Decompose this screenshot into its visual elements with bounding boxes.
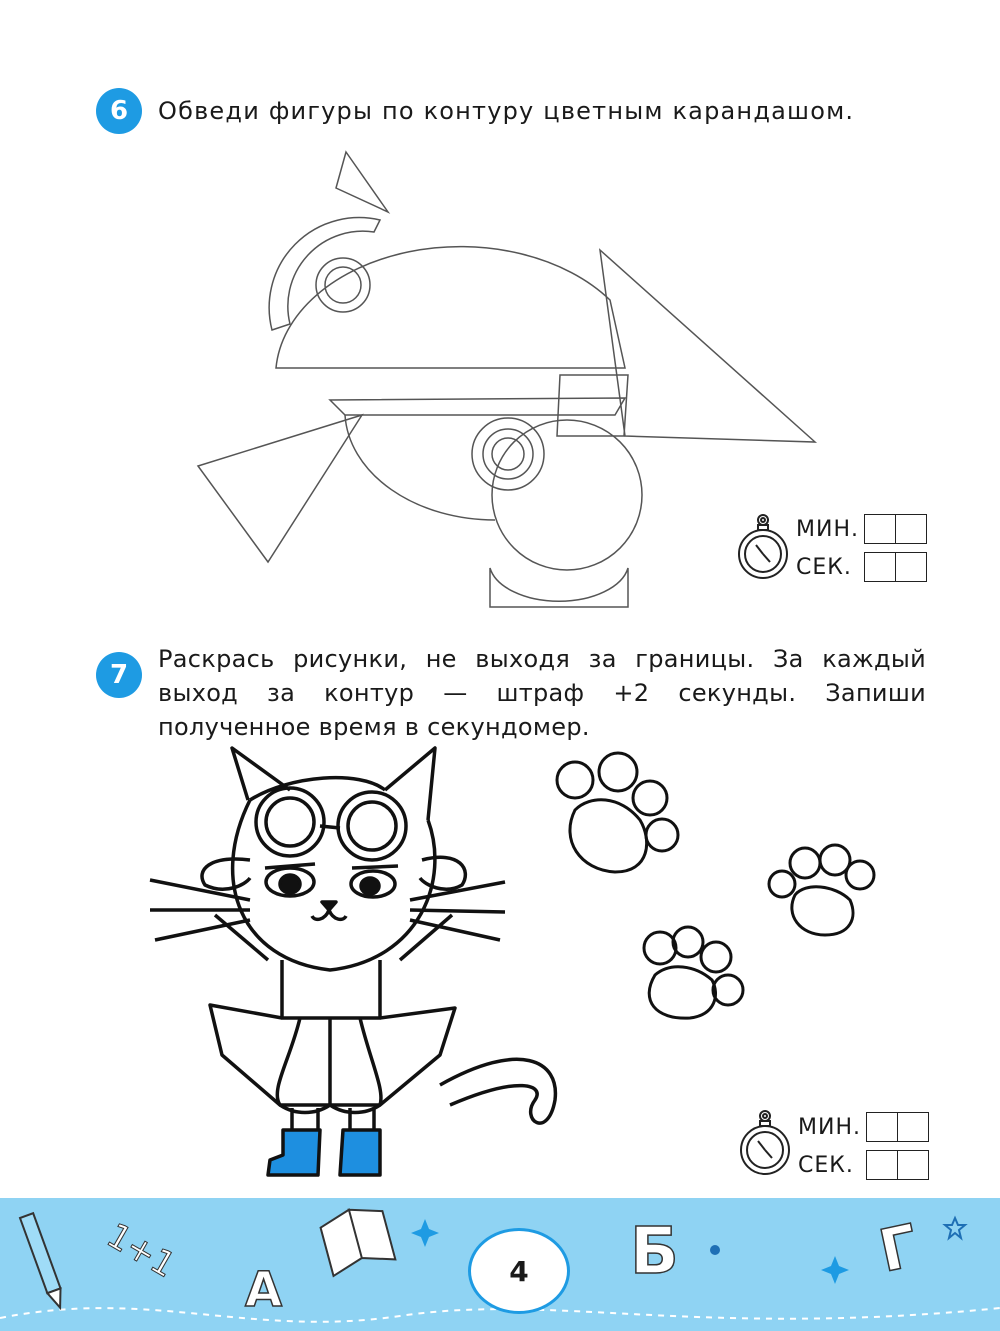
star-icon [411,1219,439,1247]
sec-label: СЕК. [798,1152,854,1178]
sec-label: СЕК. [796,554,852,580]
timer-task-7 [738,1108,938,1180]
paw-print-large [557,753,678,872]
task-6-number: 6 [96,88,142,134]
paw-print-right [769,845,874,935]
seconds-input-box[interactable] [866,1150,929,1180]
paw-print-bottom [644,927,743,1018]
letter-a-deco: А [245,1262,283,1318]
math-deco: 1+1 [99,1215,183,1287]
task-7-instruction: Раскрась рисунки, не выходя за границы. За каждый выход за контур — штраф +2 секунды. Запиши полученное время в секундомер. [158,645,926,741]
star-icon [945,1218,965,1238]
task-6-instruction: Обведи фигуры по контуру цветным карандашом. [158,97,855,125]
book-icon [318,1201,395,1276]
star-icon [821,1256,849,1284]
task-7-number: 7 [96,652,142,698]
min-label: МИН. [796,516,859,542]
minutes-input-box[interactable] [866,1112,929,1142]
letter-g-deco: Г [873,1211,924,1286]
letter-b-deco: Б [630,1215,679,1289]
pencil-icon [20,1213,67,1310]
min-label: МИН. [798,1114,861,1140]
stopwatch-icon [738,1108,792,1178]
page-number: 4 [468,1228,570,1314]
